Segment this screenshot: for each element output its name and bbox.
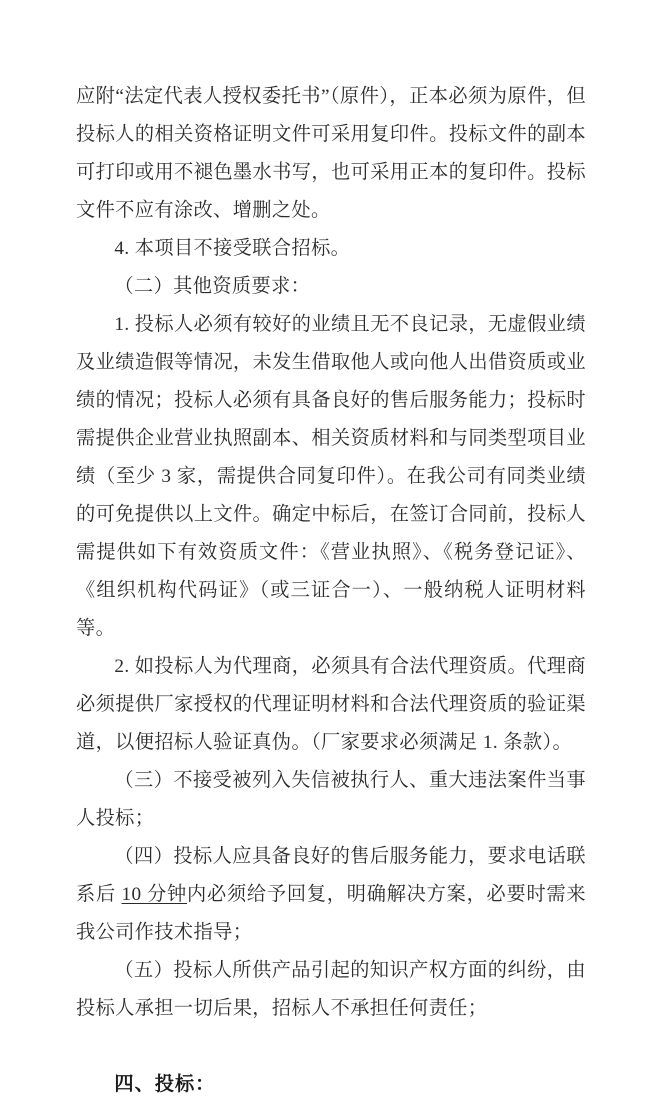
paragraph-four-suffix-text: 内必须给予回复，明确解决方案，必要时需来我公司作技术指导； [76, 884, 587, 943]
paragraph-section-two-other-qualifications: （二）其他资质要求： [114, 276, 311, 297]
paragraph-section-five-ip-disputes: （五）投标人所供产品引起的知识产权方面的纠纷，由投标人承担一切后果，招标人不承担任何责任； [76, 960, 586, 1019]
paragraph-section-four-after-sales [76, 838, 586, 952]
document-text-column [76, 78, 586, 1104]
paragraph-section-three-dishonest-persons: （三）不接受被列入失信被执行人、重大违法案件当事人投标； [76, 770, 586, 829]
paragraph-item-4-no-joint-bid: 4. 本项目不接受联合招标。 [114, 238, 351, 259]
paragraph-four-underlined-duration: 10 分钟 [121, 884, 188, 905]
paragraph-original-document-requirement: 应附“法定代表人授权委托书”（原件），正本必须为原件，但投标人的相关资格证明文件可采用复印件。投标文件的副本可打印或用不褪色墨水书写，也可采用正本的复印件。投标文件不应有涂改、增删之处。 [76, 86, 586, 221]
blank-line-spacer [76, 1028, 586, 1066]
paragraph-four-prefix-text: （四）投标人应具备良好的售后服务能力，要求电话联系后 [76, 846, 586, 905]
heading-section-four-bidding: 四、投标： [114, 1074, 216, 1095]
paragraph-item-2-1-performance-record: 1. 投标人必须有较好的业绩且无不良记录，无虚假业绩及业绩造假等情况，未发生借取他人或向他人出借资质或业绩的情况；投标人必须有具备良好的售后服务能力；投标时需提供企业营业执照副本、相关资质材料和与同类型项目业绩（至少 3 家，需提供合同复印件）。在我公司有同类业绩的可免提供以上文件。确定中标后，在签订合同前，投标人需提供如下有效资质文件：《营业执照》、《税务登记证》、《组织机构代码证》（或三证合一）、一般纳税人证明材料等。 [76, 314, 586, 639]
paragraph-item-2-2-agent-qualification: 2. 如投标人为代理商，必须具有合法代理资质。代理商必须提供厂家授权的代理证明材料和合法代理资质的验证渠道，以便招标人验证真伪。（厂家要求必须满足 1. 条款）。 [76, 656, 586, 753]
